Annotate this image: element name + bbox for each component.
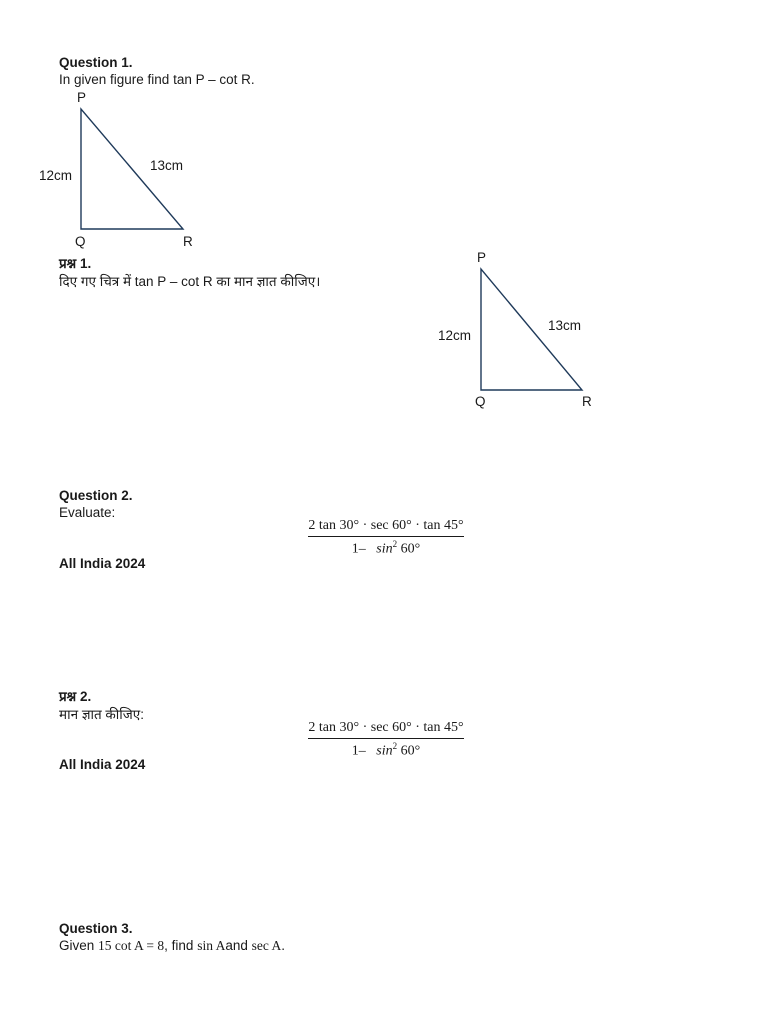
vertex-p-label: P xyxy=(477,250,487,265)
question-2-text: Evaluate: xyxy=(59,505,116,520)
fraction-denominator: 1– $\sin^2 60^\circ$ xyxy=(351,741,421,759)
question-2-fraction xyxy=(306,518,466,558)
question-1-text: In given figure find tan P – cot R. xyxy=(59,72,255,87)
sin-a: sin A xyxy=(197,938,226,953)
triangle-figure-english xyxy=(30,88,210,253)
fraction-numerator: 2 tan 30° · sec 60° · tan 45° xyxy=(308,518,464,533)
side-pr-label: 13cm xyxy=(150,158,184,173)
given-expression: 15 cot A = 8 xyxy=(98,938,165,953)
triangle-figure-hindi xyxy=(430,248,610,413)
question-1-hindi-text: दिए गए चित्र में tan P – cot R का मान ज्ञात कीजिए। xyxy=(59,274,321,289)
question-3-text: Given 15 cot A = 8, find sin Aand sec A. xyxy=(59,938,286,953)
fraction-denominator: 1– $\sin^2 60^\circ$ xyxy=(351,539,421,557)
vertex-r-label: R xyxy=(183,234,193,249)
side-pq-label: 12cm xyxy=(39,168,73,183)
question-1-hindi-heading: प्रश्न 1. xyxy=(59,256,92,271)
vertex-q-label: Q xyxy=(75,234,86,249)
question-2-hindi-fraction xyxy=(306,720,466,760)
fraction-numerator: 2 tan 30° · sec 60° · tan 45° xyxy=(308,720,464,735)
question-2-hindi-source: All India 2024 xyxy=(59,757,146,772)
sec-a: sec A xyxy=(251,938,282,953)
question-2-hindi-text: मान ज्ञात कीजिए: xyxy=(59,707,145,722)
vertex-q-label: Q xyxy=(475,394,486,409)
vertex-p-label: P xyxy=(77,90,87,105)
question-2-source: All India 2024 xyxy=(59,556,146,571)
question-1-heading: Question 1. xyxy=(59,55,133,70)
question-3-heading: Question 3. xyxy=(59,921,133,936)
side-pq-label: 12cm xyxy=(438,328,472,343)
side-pr-label: 13cm xyxy=(548,318,582,333)
question-2-heading: Question 2. xyxy=(59,488,133,503)
vertex-r-label: R xyxy=(582,394,592,409)
question-2-hindi-heading: प्रश्न 2. xyxy=(59,689,92,704)
